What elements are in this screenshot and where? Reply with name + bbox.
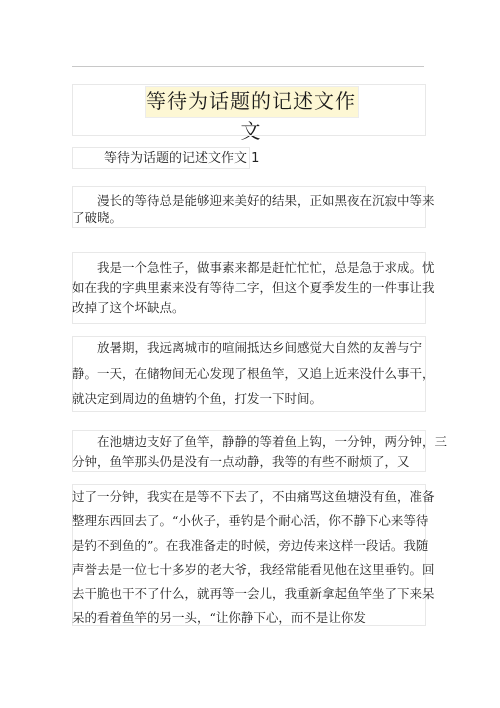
- paragraph-line: 静。一天，在储物间无心发现了根鱼竿，又追上近来没什么事干，: [72, 366, 435, 381]
- paragraph-line: 在池塘边支好了鱼竿，静静的等着鱼上钩，一分钟，两分钟，三: [72, 434, 448, 449]
- paragraph-line: 是钓不到鱼的”。在我准备走的时候，旁边传来这样一段话。我随: [72, 538, 429, 553]
- paragraph-line: 了破晓。: [72, 210, 123, 225]
- paragraph-frame-4b: [72, 484, 435, 626]
- paragraph-line: 过了一分钟，我实在是等不下去了，不由痛骂这鱼塘没有鱼，准备: [72, 489, 435, 504]
- top-divider: [72, 66, 424, 67]
- paragraph-line: 整理东西回去了。“小伙子，垂钓是个耐心活，你不静下心来等待: [72, 513, 429, 528]
- paragraph-line: 放暑期，我远离城市的喧闹抵达乡间感觉大自然的友善与宁: [72, 340, 423, 355]
- paragraph-line: 就决定到周边的鱼塘钓个鱼，打发一下时间。: [72, 391, 323, 406]
- paragraph-line: 我是一个急性子，做事素来都是赶忙忙忙，总是急于求成。忧: [72, 260, 435, 275]
- paragraph-line: 去干脆也干不了什么，就再等一会儿，我重新拿起鱼竿坐了下来呆: [72, 586, 435, 601]
- paragraph-line: 如在我的字典里素来没有等待二字，但这个夏季发生的一件事让我: [72, 280, 435, 295]
- document-subtitle: 等待为话题的记述文作文 1: [104, 151, 260, 166]
- document-title: 等待为话题的记述文作文: [146, 89, 356, 143]
- paragraph-line: 呆的看着鱼竿的另一头，“让你静下心，而不是让你发: [72, 610, 366, 625]
- paragraph-line: 分钟，鱼竿那头仍是没有一点动静，我等的有些不耐烦了，又: [72, 454, 410, 469]
- paragraph-line: 声誉去是一位七十多岁的老大爷，我经常能看见他在这里垂钓。回: [72, 562, 435, 577]
- paragraph-line: 漫长的等待总是能够迎来美好的结果，正如黑夜在沉寂中等来: [72, 193, 435, 208]
- paragraph-line: 改掉了这个坏缺点。: [72, 300, 185, 315]
- title-frame: [72, 84, 426, 143]
